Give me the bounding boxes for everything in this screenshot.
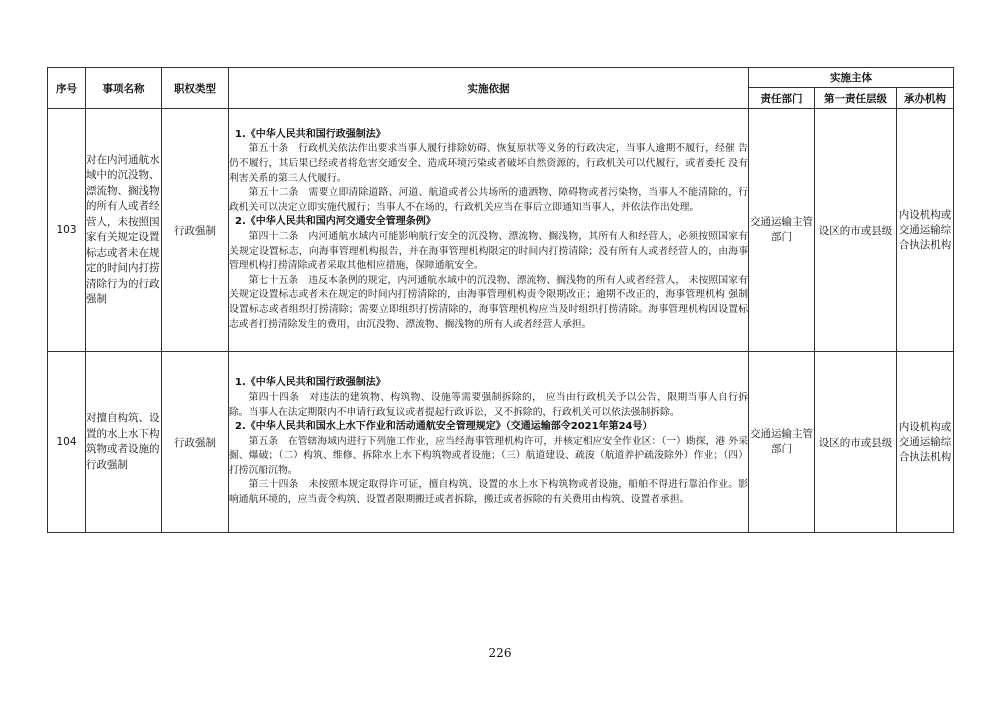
- header-authority-type: 职权类型: [162, 68, 229, 109]
- header-org: 承办机构: [897, 88, 954, 109]
- law-article: 第七十五条 违反本条例的规定，内河通航水域中的沉没物、漂流物、搁浅物的所有人或者经营人， 未按照国家有关规定设置标志或者未在规定的时间内打捞清除的，由海事管理机构责令限期改正；逾期不改正的，海事管理机构 强制设置标志或者组织打捞清除；需要立即组织打捞清除的，海事管理机构应当及时组织打捞清除。海事管理机构因设置标志或者打捞清除发生的费用，由沉没物、漂流物、搁浅物的所有人或者经营人承担。: [229, 274, 748, 330]
- law-article: 第五十二条 需要立即清除道路、河道、航道或者公共场所的遗洒物、障碍物或者污染物，当事人不能清除的，行政机关可以决定立即实施代履行；当事人不在场的，行政机关应当在事后立即通知当事人，并依法作出处理。: [229, 187, 748, 213]
- law-title: 1.《中华人民共和国行政强制法》: [235, 377, 386, 389]
- law-title: 1.《中华人民共和国行政强制法》: [235, 128, 386, 140]
- row-item-name: 对在内河通航水域中的沉没物、漂流物、搁浅物的所有人或者经营人，未按照国家有关规定设置标志或者未在规定的时间内打捞清除行为的行政强制: [86, 109, 162, 352]
- row-seq: 104: [48, 352, 86, 533]
- row-dept: 交通运输主管部门: [749, 352, 815, 533]
- row-basis: [229, 109, 749, 352]
- row-dept: 交通运输主管部门: [749, 109, 815, 352]
- row-seq: 103: [48, 109, 86, 352]
- header-seq: 序号: [48, 68, 86, 109]
- row-authority-type: 行政强制: [162, 109, 229, 352]
- row-item-name: 对擅自构筑、设置的水上水下构筑物或者设施的行政强制: [86, 352, 162, 533]
- page-number: 226: [488, 646, 512, 660]
- law-title: 2.《中华人民共和国内河交通安全管理条例》: [235, 216, 436, 228]
- enforcement-table: [47, 67, 954, 533]
- row-basis: [229, 352, 749, 533]
- table-row: [48, 109, 954, 352]
- header-item-name: 事项名称: [86, 68, 162, 109]
- header-basis: 实施依据: [229, 68, 749, 109]
- law-article: 第五条 在管辖海域内进行下列施工作业，应当经海事管理机构许可，并核定相应安全作业区：（一）勘探，港 外采掘、爆破；（二）构筑、维修、拆除水上水下构筑物或者设施；（三）航道建设、疏浚（航道养护疏浚除外）作业；（四）打捞沉船沉物。: [229, 435, 748, 476]
- header-subject: 实施主体: [749, 68, 954, 88]
- row-level: 设区的市或县级: [815, 109, 897, 352]
- law-article: 第三十四条 未按照本规定取得许可证，擅自构筑、设置的水上水下构筑物或者设施，船舶不得进行靠泊作业。影响通航环境的，应当责令构筑、设置者限期搬迁或者拆除，搬迁或者拆除的有关费用由构筑、设置者承担。: [229, 479, 748, 506]
- law-article: 第四十四条 对违法的建筑物、构筑物、设施等需要强制拆除的， 应当由行政机关予以公告，限期当事人自行拆 除。当事人在法定期限内不申请行政复议或者提起行政诉讼，又不拆除的，行政机关可以依法强制拆除。: [229, 391, 748, 418]
- law-article: 第四十二条 内河通航水域内可能影响航行安全的沉没物、漂流物、搁浅物，其所有人和经营人，必须按照国家有关规定设置标志，向海事管理机构报告，并在海事管理机构限定的时间内打捞清除；没有所有人或者经营人的，由海事管理机构打捞清除或者采取其他相应措施，保障通航安全。: [229, 231, 748, 272]
- row-org: 内设机构或交通运输综合执法机构: [897, 109, 954, 352]
- law-title: 2.《中华人民共和国水上水下作业和活动通航安全管理规定》（交通运输部令2021年第24号）: [235, 421, 653, 433]
- law-article: 第五十条 行政机关依法作出要求当事人履行排除妨碍、恢复原状等义务的行政决定，当事人逾期不履行，经催 告仍不履行，其后果已经或者将危害交通安全、造成环境污染或者破坏自然资源的，行政机关可以代履行，或者委托 没有利害关系的第三人代履行。: [229, 143, 748, 184]
- header-dept: 责任部门: [749, 88, 815, 109]
- row-authority-type: 行政强制: [162, 352, 229, 533]
- table-row: [48, 352, 954, 533]
- header-level: 第一责任层级: [815, 88, 897, 109]
- row-org: 内设机构或交通运输综合执法机构: [897, 352, 954, 533]
- row-level: 设区的市或县级: [815, 352, 897, 533]
